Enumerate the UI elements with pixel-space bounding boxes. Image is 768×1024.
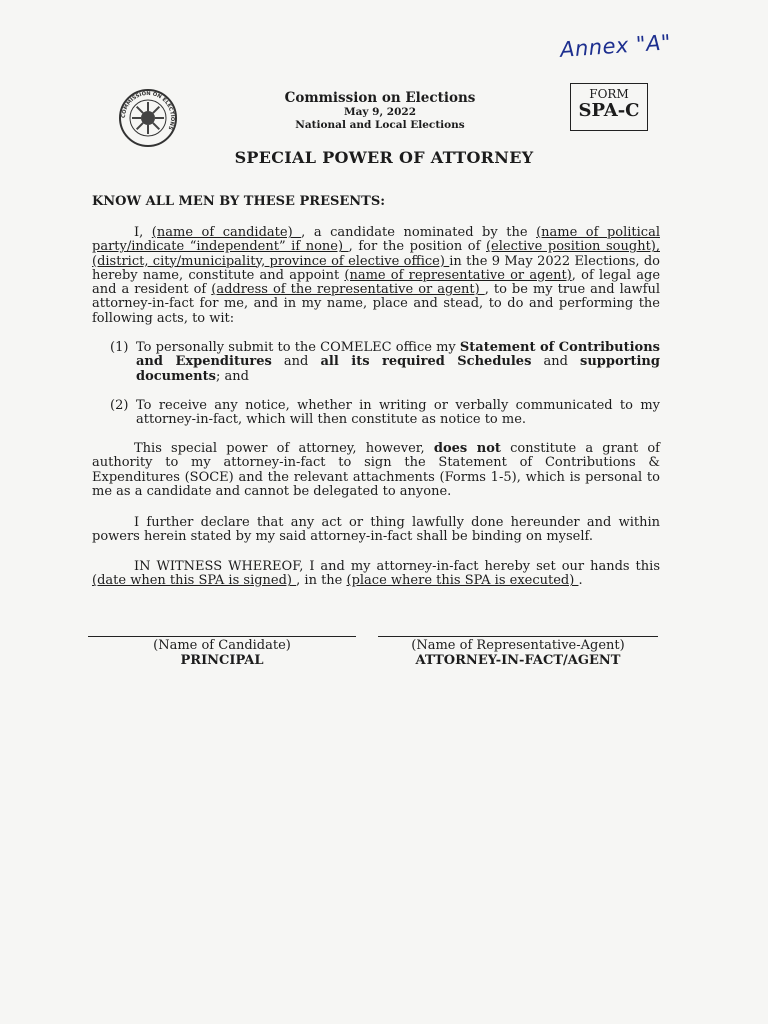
appointment-paragraph: I, (name of candidate) , a candidate nominated by the (name of political party/indicate “independent” if none) , for the position of (elective position sought), (district, city/municipality, province of elective office) in the 9 May 2022 Elections, do hereby name, constitute and appoint (name of representative or agent), of legal age and a resident of (address of the representative or agent) , to be my true and lawful attorney-in-fact for me, and in my name, place and stead, to do and performing the following acts, to wit: <box>92 225 661 326</box>
list-item <box>110 399 660 428</box>
attorney-label: ATTORNEY-IN-FACT/AGENT <box>415 653 621 668</box>
item-text: To personally submit to the COMELEC office my Statement of Contributions and Expenditures and all its required Schedules and supporting documents; and <box>136 340 660 384</box>
comelec-seal-icon <box>118 88 178 148</box>
item-number: (1) <box>110 340 129 355</box>
declaration-paragraph: I further declare that any act or thing lawfully done hereunder and within powers herein stated by my said attorney-in-fact shall be binding on myself. <box>92 515 660 545</box>
candidate-signature-line <box>88 636 356 637</box>
item-number: (2) <box>110 398 129 413</box>
witness-paragraph: IN WITNESS WHEREOF, I and my attorney-in-fact hereby set our hands this (date when this SPA is signed) , in the (place where this SPA is executed) . <box>92 559 660 589</box>
form-label: FORM <box>589 87 629 101</box>
limitation-paragraph: This special power of attorney, however, does not constitute a grant of authority to my attorney-in-fact to sign the Statement of Contributions & Expenditures (SOCE) and the relevant attachments (Forms 1-5), which is personal to me as a candidate and cannot be delegated to anyone. <box>92 441 660 499</box>
list-item <box>110 341 660 384</box>
candidate-name-blank: (name of candidate) <box>151 225 302 240</box>
handwritten-annotation: Annex "A" <box>559 30 672 62</box>
party-blank: (name of political party/indicate “independent” if none) <box>92 225 660 255</box>
date-signed-blank: (date when this SPA is signed) <box>92 573 297 589</box>
position-blank: (elective position sought), (district, city/municipality, province of elective office) <box>92 239 660 269</box>
place-executed-blank: (place where this SPA is executed) <box>346 573 579 589</box>
seal-text: COMMISSION ON ELECTIONS <box>120 90 176 131</box>
election-date: May 9, 2022 <box>343 106 417 118</box>
form-code: SPA-C <box>578 100 640 121</box>
representative-blank: (name of representative or agent) <box>344 267 572 283</box>
agent-name-label: (Name of Representative-Agent) <box>411 638 625 653</box>
election-subtitle: National and Local Elections <box>295 119 465 131</box>
principal-label: PRINCIPAL <box>180 653 264 668</box>
item-text: To receive any notice, whether in writing or verbally communicated to my attorney-in-fact, which will then constitute as notice to me. <box>136 398 660 428</box>
document-title: SPECIAL POWER OF ATTORNEY <box>234 148 534 167</box>
address-blank: (address of the representative or agent) <box>211 282 485 298</box>
organization-name: Commission on Elections <box>284 90 476 106</box>
document-header <box>230 90 530 132</box>
form-code-box <box>570 83 648 131</box>
candidate-name-label: (Name of Candidate) <box>153 638 291 653</box>
agent-signature-line <box>378 636 658 637</box>
intro-heading: KNOW ALL MEN BY THESE PRESENTS: <box>92 194 386 209</box>
